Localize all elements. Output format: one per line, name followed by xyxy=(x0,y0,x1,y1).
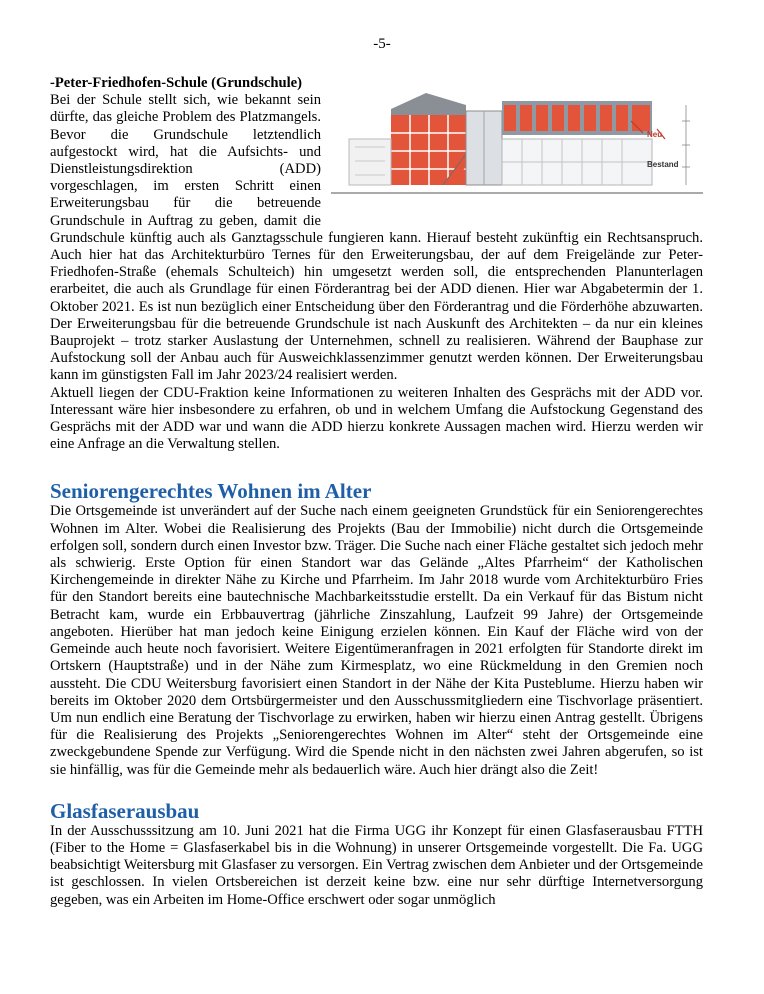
architectural-elevation-image xyxy=(331,75,703,211)
page-content xyxy=(50,75,703,909)
school-section-title: -Peter-Friedhofen-Schule (Grundschule) xyxy=(50,75,302,91)
seniors-heading: Seniorengerechtes Wohnen im Alter xyxy=(50,479,372,504)
glass-fiber-heading: Glasfaserausbau xyxy=(50,798,200,823)
figure-label-bestand: Bestand xyxy=(647,160,679,169)
glass-fiber-paragraph: In der Ausschusssitzung am 10. Juni 2021 hat die Firma UGG ihr Konzept für einen Glasfaserausbau FTTH (Fiber to the Home = Glasfaserkabel bis in die Wohnung) in unserer Ortsgemeinde vorgestellt. Die Fa. UGG beabsichtigt Weitersburg mit Glasfaser zu versorgen. Ein Vertrag zwischen dem Anbieter und der Ortsgemeinde ist geschlossen. In vielen Ortsbereichen ist derzeit keine bzw. eine nur sehr dürftige Internetversorgung gegeben, was ein Arbeiten im Home-Office erschwert oder sogar unmöglich xyxy=(50,822,703,908)
school-paragraph-2: Aktuell liegen der CDU-Fraktion keine Informationen zu weiteren Inhalten des Gesprächs mit der ADD vor. Interessant wäre hier insbesondere zu erfahren, ob und in welchem Umfang die Aufstockung Gegenstand des Gesprächs mit der ADD war und wann die ADD hierzu konkrete Aussagen machen wird. Hierzu werden wir eine Anfrage an die Verwaltung stellen. xyxy=(50,384,703,453)
building-elevation-drawing xyxy=(331,75,703,211)
page-number: -5- xyxy=(373,36,391,52)
school-paragraph-1: Bei der Schule stellt sich, wie bekannt sein dürfte, das gleiche Problem des Platzmangels. Bevor die Grundschule letztendlich aufgestockt wird, hat die Aufsichts- und Dienstleistungsdirektion (ADD) vorgeschlagen, im ersten Schritt einen Erweiterungsbau für die betreuende Grundschule in Auftrag zu geben, damit die Grundschule künftig auch als Ganztagsschule fungieren kann. Hierauf besteht zukünftig ein Rechtsanspruch. Auch hier hat das Architekturbüro Ternes für den Erweiterungsbau, der auf dem Freigelände zur Peter-Friedhofen-Straße (ehemals Schulteich) hin umgesetzt werden soll, die entsprechenden Planunterlagen erarbeitet, die auch als Grundlage für einen Förderantrag bei der ADD dienen. Hier war Abgabetermin der 1. Oktober 2021. Es ist nun bezüglich einer Entscheidung über den Förderantrag und die Förderhöhe abzuwarten. Der Erweiterungsbau für die betreuende Grundschule ist nach Auskunft des Architekten – da nur ein kleines Bauprojekt – trotz starker Auslastung der Unternehmen, schnell zu realisieren. Während der Bauphase zur Aufstockung soll der Anbau auch für Ausweichklassenzimmer genutzt werden können. Der Erweiterungsbau kann im günstigsten Fall im Jahr 2023/24 realisiert werden. xyxy=(50,92,703,384)
seniors-paragraph: Die Ortsgemeinde ist unverändert auf der Suche nach einem geeigneten Grundstück für ein Seniorengerechtes Wohnen im Alter. Wobei die Realisierung des Projekts (Bau der Immobilie) nicht durch die Ortsgemeinde erfolgen soll, sondern durch einen Investor bzw. Träger. Die Suche nach einer Fläche gestaltet sich jedoch mehr als schwierig. Erste Option für einen Standort war das Gelände „Altes Pfarrheim“ der Katholischen Kirchengemeinde in direkter Nähe zu Kirche und Pfarrheim. Im Jahr 2018 wurde vom Architekturbüro Fries für den Standort bereits eine bautechnische Machbarkeitsstudie erstellt. Da ein Verkauf für das Bistum nicht Betracht kam, wurde ein Erbbauvertrag (jährliche Zinszahlung, Laufzeit 99 Jahre) der Ortsgemeinde angeboten. Hierüber hat man jedoch keine Einigung erzielen können. Ein Kauf der Fläche wird von der Gemeinde auch heute noch favorisiert. Weitere Eigentümeranfragen in 2021 erfolgten für Standorte direkt im Ortskern (Hauptstraße) und in der Nähe zum Kirmesplatz, wo eine Rückmeldung in den Gremien noch aussteht. Die CDU Weitersburg favorisiert einen Standort in der Nähe der Kita Pusteblume. Hierzu haben wir bereits im Oktober 2020 dem Ortsbürgermeister und den Ausschussmitgliedern eine Tischvorlage präsentiert. Um nun endlich eine Beratung der Tischvorlage zu erwirken, haben wir hierzu einen Antrag gestellt. Übrigens für die Realisierung des Projekts „Seniorengerechtes Wohnen im Alter“ steht der Ortsgemeinde eine zweckgebundene Spende zur Verfügung. Wird die Spende nicht in den nächsten zwei Jahren abgerufen, so ist sie hinfällig, was für die Gemeinde mehr als bedauerlich wäre. Auch hier drängt also die Zeit! xyxy=(50,503,703,778)
figure-label-neu: Neu xyxy=(647,130,663,139)
